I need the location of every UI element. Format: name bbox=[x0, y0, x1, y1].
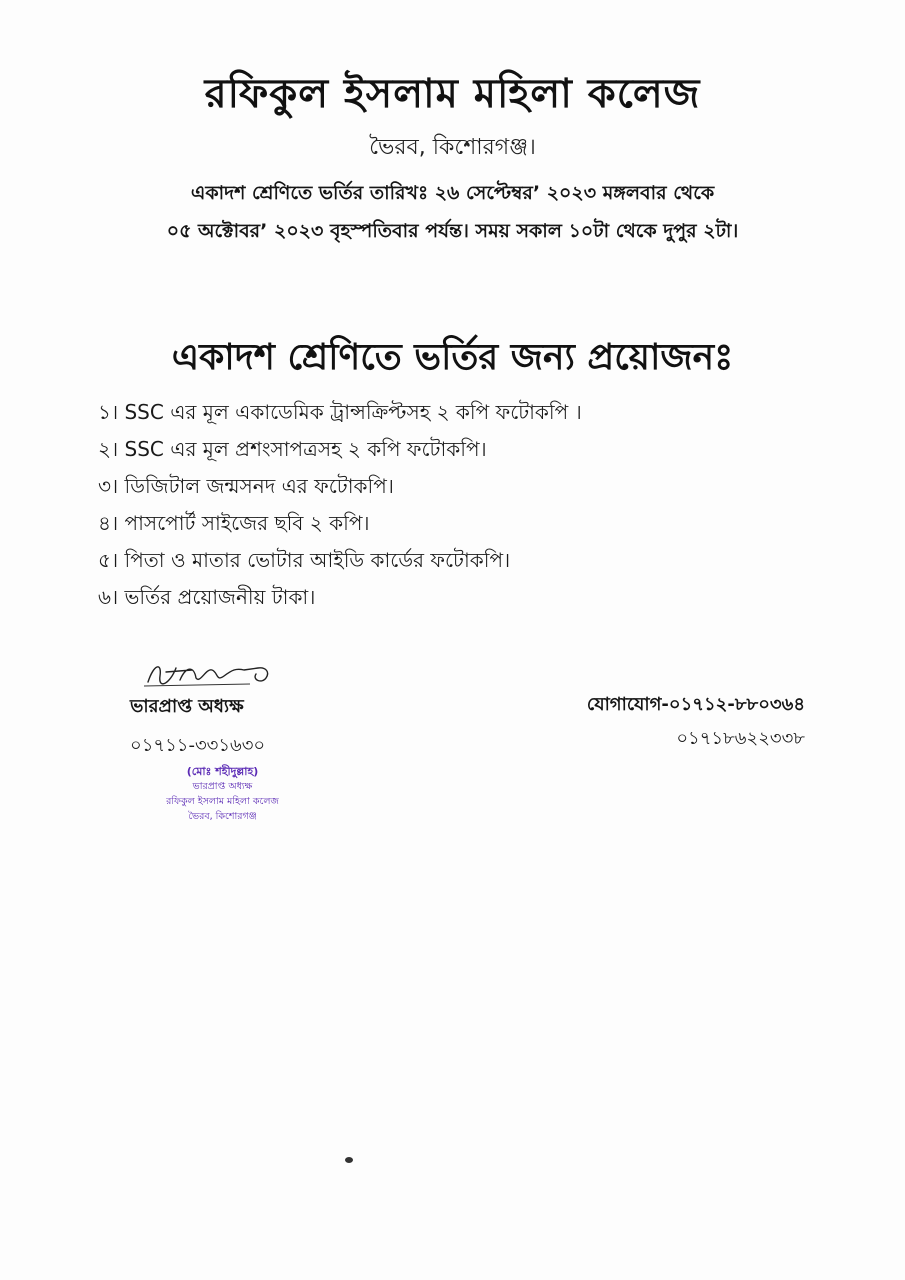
signatory-phone: ০১৭১১-৩৩১৬৩০ bbox=[130, 735, 266, 756]
stamp-name: (মোঃ শহীদুল্লাহ) bbox=[186, 765, 259, 778]
requirement-item: ৬। ভর্তির প্রয়োজনীয় টাকা। bbox=[98, 585, 316, 609]
requirements-heading: একাদশ শ্রেণিতে ভর্তির জন্য প্রয়োজনঃ bbox=[171, 337, 734, 378]
ink-speck bbox=[345, 1157, 353, 1163]
stamp-designation: ভারপ্রাপ্ত অধ্যক্ষ bbox=[192, 781, 253, 792]
requirement-item: ২। SSC এর মূল প্রশংসাপত্রসহ ২ কপি ফটোকপি। bbox=[98, 437, 487, 461]
contact-phone-2: ০১৭১৮৬২২৩৩৮ bbox=[676, 728, 805, 749]
contact-block bbox=[587, 688, 805, 756]
requirements-list bbox=[98, 394, 858, 616]
college-location: ভৈরব, কিশোরগঞ্জ। bbox=[369, 135, 536, 160]
signatory-title: ভারপ্রাপ্ত অধ্যক্ষ bbox=[130, 696, 244, 717]
signature-icon bbox=[140, 658, 280, 690]
requirement-item: ৪। পাসপোর্ট সাইজের ছবি ২ কপি। bbox=[98, 511, 370, 535]
official-stamp bbox=[130, 764, 315, 824]
admission-date-line-2: ০৫ অক্টোবর’ ২০২৩ বৃহস্পতিবার পর্যন্ত। সময় সকাল ১০টা থেকে দুপুর ২টা। bbox=[166, 220, 739, 242]
stamp-college: রফিকুল ইসলাম মহিলা কলেজ bbox=[166, 796, 279, 807]
college-name: রফিকুল ইসলাম মহিলা কলেজ bbox=[204, 71, 701, 117]
stamp-location: ভৈরব, কিশোরগঞ্জ bbox=[188, 811, 257, 822]
requirement-item: ৫। পিতা ও মাতার ভোটার আইডি কার্ডের ফটোকপি। bbox=[98, 548, 511, 572]
admission-date-notice bbox=[40, 174, 865, 250]
contact-phone-1: যোগাযোগ-০১৭১২-৮৮০৩৬৪ bbox=[586, 694, 805, 715]
requirement-item: ৩। ডিজিটাল জন্মসনদ এর ফটোকপি। bbox=[98, 474, 394, 498]
signature-block bbox=[130, 658, 330, 824]
requirement-item: ১। SSC এর মূল একাডেমিক ট্রান্সক্রিপ্টসহ ২ কপি ফটোকপি । bbox=[98, 400, 582, 424]
admission-date-line-1: একাদশ শ্রেণিতে ভর্তির তারিখঃ ২৬ সেপ্টেম্বর’ ২০২৩ মঙ্গলবার থেকে bbox=[190, 182, 715, 204]
